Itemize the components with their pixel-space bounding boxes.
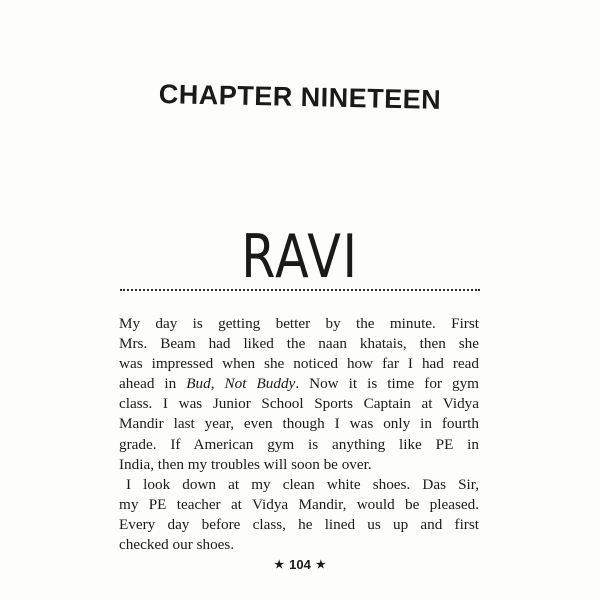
- star-icon: ★: [315, 559, 326, 571]
- text-line: I look down at my clean white shoes. Das Sir,: [126, 475, 479, 493]
- narrator-name-title: RAVI: [241, 222, 359, 292]
- dotted-divider: [120, 289, 480, 291]
- text-line: My day is getting better by the minute. First: [119, 315, 479, 332]
- text-line: ahead in Bud, Not Buddy. Now it is time for gym: [119, 375, 479, 393]
- chapter-body-text: [119, 314, 479, 555]
- text-line: was impressed when she noticed how far I had read: [119, 355, 479, 373]
- text-line: checked our shoes.: [119, 536, 235, 554]
- book-title-italic: Bud, Not Buddy: [186, 375, 296, 393]
- page-number: 104: [289, 557, 311, 572]
- chapter-heading: CHAPTER NINETEEN: [158, 79, 442, 115]
- text-line: Mrs. Beam had liked the naan khatais, then she: [119, 335, 479, 353]
- text-line: my PE teacher at Vidya Mandir, would be pleased.: [119, 495, 479, 513]
- star-icon: ★: [274, 559, 285, 571]
- text-line: class. I was Junior School Sports Captain at Vidya: [119, 395, 479, 413]
- text-line: Every day before class, he lined us up and first: [119, 515, 479, 533]
- page-number-footer: [0, 557, 600, 572]
- text-line: India, then my troubles will soon be over.: [119, 455, 372, 473]
- text-line: Mandir last year, even though I was only in fourth: [119, 415, 479, 433]
- text-line: grade. If American gym is anything like PE in: [119, 435, 479, 453]
